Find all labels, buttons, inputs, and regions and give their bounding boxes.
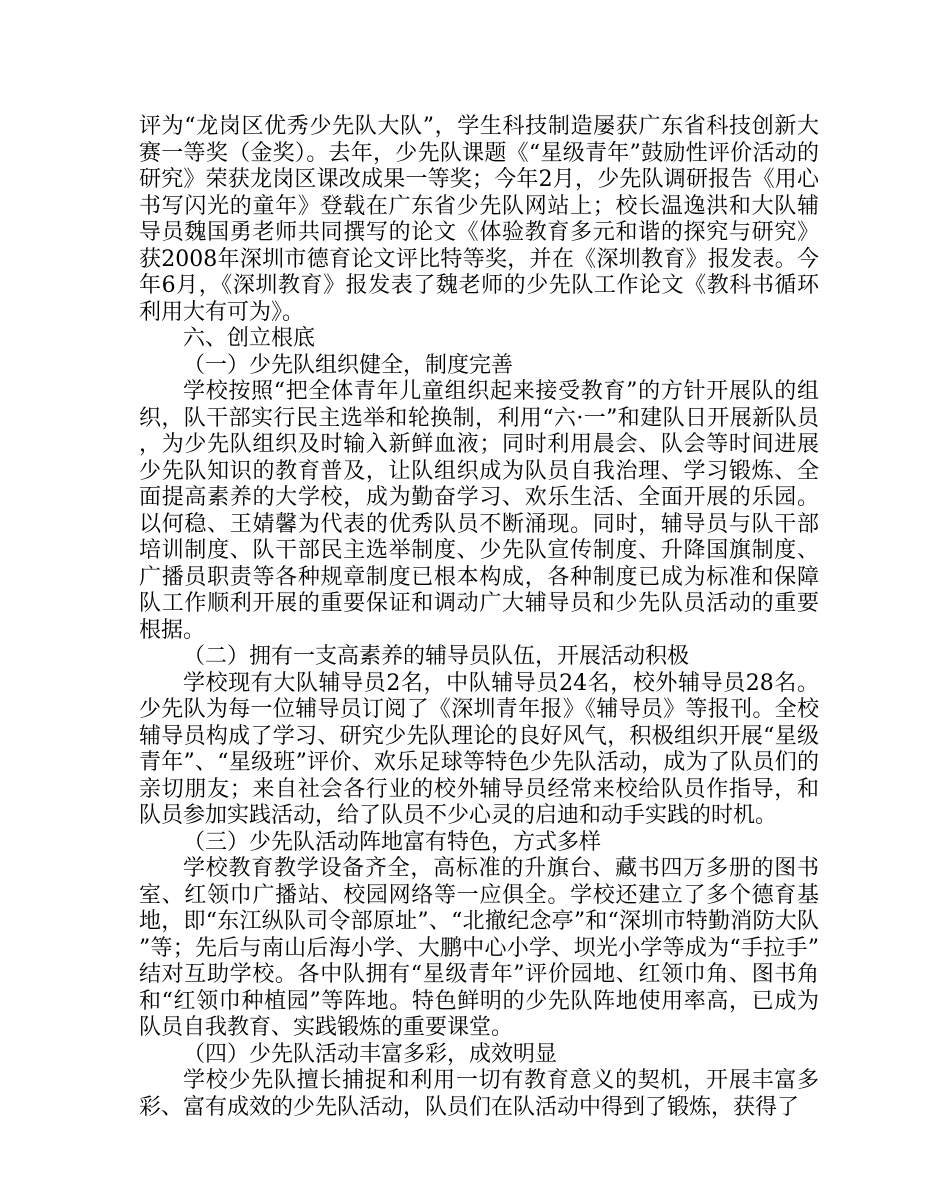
subsection-heading-1: （一）少先队组织健全，制度完善 <box>183 352 514 378</box>
paragraph-intro: 评为“龙岗区优秀少先队大队”，学生科技制造屡获广东省科技创新大赛一等奖（金奖）。去年，少先队课题《“星级青年”鼓励性评价活动的研究》荣获龙岗区课改成果一等奖；今年2月，少先队调研报告《用心书写闪光的童年》登载在广东省少先队网站上；校长温逸洪和大队辅导员魏国勇老师共同撰写的论文《体验教育多元和谐的探究与研究》获2008年深圳市德育论文评比特等奖，并在《深圳教育》报发表。今年6月，《深圳教育》报发表了魏老师的少先队工作论文《教科书循环利用大有可为》。 <box>139 114 819 325</box>
subsection-heading-3: （三）少先队活动阵地富有特色，方式多样 <box>183 829 602 855</box>
paragraph-activities: 学校少先队擅长捕捉和利用一切有教育意义的契机，开展丰富多彩、富有成效的少先队活动，队员们在队活动中得到了锻炼，获得了 <box>139 1068 819 1120</box>
document-page <box>139 114 819 1121</box>
paragraph-facilities: 学校教育教学设备齐全，高标准的升旗台、藏书四万多册的图书室、红领巾广播站、校园网络等一应俱全。学校还建立了多个德育基地，即“东江纵队司令部原址”、“北撤纪念亭”和“深圳市特勤消防大队”等；先后与南山后海小学、大鹏中心小学、坝光小学等成为“手拉手”结对互助学校。各中队拥有“星级青年”评价园地、红领巾角、图书角和“红领巾种植园”等阵地。特色鲜明的少先队阵地使用率高，已成为队员自我教育、实践锻炼的重要课堂。 <box>139 856 819 1040</box>
subsection-heading-2: （二）拥有一支高素养的辅导员队伍，开展活动积极 <box>183 644 690 669</box>
paragraph-organization: 学校按照“把全体青年儿童组织起来接受教育”的方针开展队的组织，队干部实行民主选举和轮换制，利用“六·一”和建队日开展新队员，为少先队组织及时输入新鲜血液；同时利用晨会、队会等时间进展少先队知识的教育普及，让队组织成为队员自我治理、学习锻炼、全面提高素养的大学校，成为勤奋学习、欢乐生活、全面开展的乐园。以何稳、王婧馨为代表的优秀队员不断涌现。同时，辅导员与队干部培训制度、队干部民主选举制度、少先队宣传制度、升降国旗制度、广播员职责等各种规章制度已根本构成，各种制度已成为标准和保障队工作顺利开展的重要保证和调动广大辅导员和少先队员活动的重要根据。 <box>139 379 819 643</box>
subsection-heading-4: （四）少先队活动丰富多彩，成效明显 <box>183 1041 558 1067</box>
paragraph-counselors: 学校现有大队辅导员2名，中队辅导员24名，校外辅导员28名。少先队为每一位辅导员订阅了《深圳青年报》《辅导员》等报刊。全校辅导员构成了学习、研究少先队理论的良好风气，积极组织开展“星级青年”、“星级班”评价、欢乐足球等特色少先队活动，成为了队员们的亲切朋友；来自社会各行业的校外辅导员经常来校给队员作指导，和队员参加实践活动，给了队员不少心灵的启迪和动手实践的时机。 <box>139 670 819 828</box>
section-heading-6: 六、创立根底 <box>183 326 316 351</box>
